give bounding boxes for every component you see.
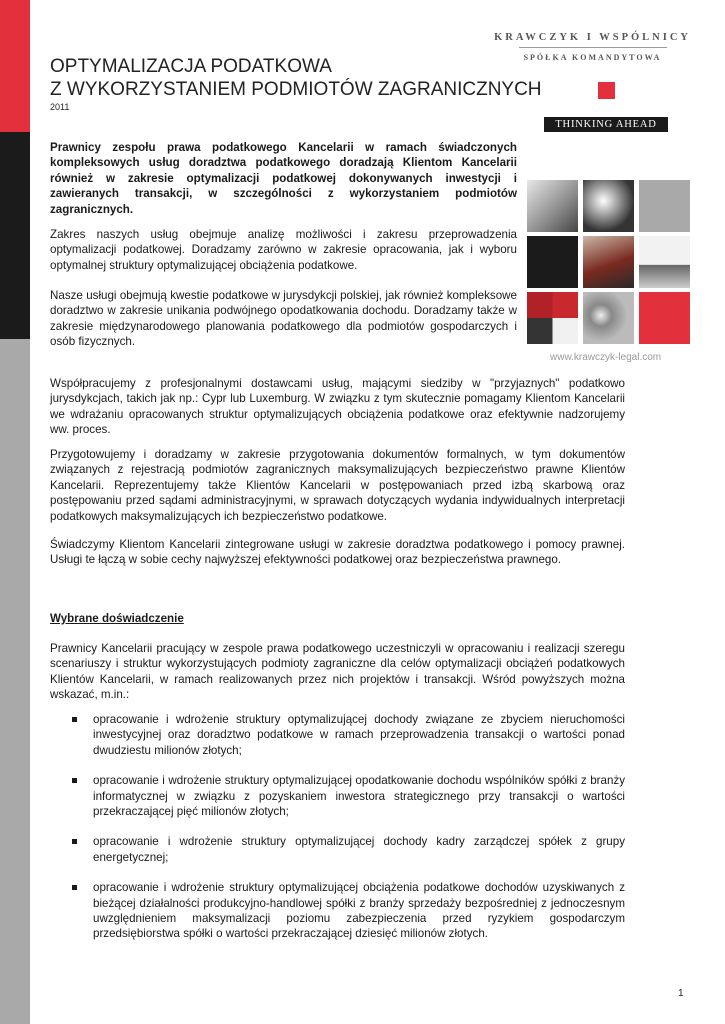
photo-tile-cube xyxy=(527,292,578,344)
logo-divider xyxy=(519,47,667,48)
list-item-text: opracowanie i wdrożenie struktury optymalizującej dochody kadry zarządczej spółek z grupy energetycznej; xyxy=(93,835,625,864)
section-heading: Wybrane doświadczenie xyxy=(50,612,184,625)
list-item xyxy=(50,880,625,942)
page-number: 1 xyxy=(678,988,684,999)
photo-tile-red xyxy=(639,292,690,344)
paragraph-scope: Zakres naszych usług obejmuje analizę możliwości i zakresu przeprowadzenia optymalizacji podatkowej. Doradzamy zarówno w zakresie opracowania, jak i wyboru optymalnej struktury optymalizującej obciążenia podatkowe. xyxy=(50,228,517,272)
bullet-square-icon xyxy=(72,778,77,783)
title-line-2: Z WYKORZYSTANIEM PODMIOTÓW ZAGRANICZNYCH xyxy=(50,79,542,100)
document-year: 2011 xyxy=(50,102,70,112)
photo-tile-pen xyxy=(527,180,578,232)
list-item xyxy=(50,773,625,819)
sidebar-red-band xyxy=(0,0,30,132)
photo-tile-spheres xyxy=(583,180,634,232)
firm-name: KRAWCZYK I WSPÓLNICY xyxy=(494,32,691,43)
list-item xyxy=(50,712,625,758)
tagline-banner: THINKING AHEAD xyxy=(544,117,668,132)
sidebar-gray-band xyxy=(0,339,30,1024)
paragraph-integrated: Świadczymy Klientom Kancelarii zintegrowane usługi w zakresie doradztwa podatkowego i pomocy prawnej. Usługi te łączą w sobie cechy najwyższej efektywności podatkowej oraz bezpieczeństwa prawnego. xyxy=(50,538,625,567)
photo-collage xyxy=(527,180,690,345)
photo-tile-black xyxy=(527,236,578,288)
list-item xyxy=(50,834,625,865)
list-item-text: opracowanie i wdrożenie struktury optymalizującej opodatkowanie dochodu wspólników spółki z branży informatycznej w związku z pozyskaniem inwestora strategicznego przy transakcji o wartości przekraczającej pięć milionów złotych; xyxy=(93,774,625,819)
logo-red-square xyxy=(598,82,615,99)
bullet-square-icon xyxy=(72,885,77,890)
paragraph-cooperation: Współpracujemy z profesjonalnymi dostawcami usług, mającymi siedziby w "przyjaznych" podatkowo jurysdykcjach, takich jak np.: Cypr lub Luxemburg. W związku z tym skutecznie pomagamy Klientom Kancelarii we wdrażaniu opracowanych struktur optymalizujących obciążenia podatkowe oraz efektywnie nadzorujemy ww. proces. xyxy=(50,377,625,437)
paragraph-services: Nasze usługi obejmują kwestie podatkowe w jurysdykcji polskiej, jak również kompleksowe doradztwo w zakresie unikania podwójnego opodatkowania dochodu. Doradzamy także w zakresie międzynarodowego planowania podatkowego dla podmiotów gospodarczych i osób fizycznych. xyxy=(50,289,517,349)
intro-paragraph: Prawnicy zespołu prawa podatkowego Kancelarii w ramach świadczonych kompleksowych usług doradztwa podatkowego doradzają Klientom Kancelarii również w zakresie optymalizacji podatkowej dokonywanych inwestycji i zawieranych transakcji, w szczególności z wykorzystaniem podmiotów zagranicznych. xyxy=(50,141,517,216)
website-link[interactable]: www.krawczyk-legal.com xyxy=(550,352,662,363)
paragraph-preparation: Przygotowujemy i doradzamy w zakresie przygotowania dokumentów formalnych, w tym dokumentów związanych z rejestracją podmiotów zagranicznych maksymalizujących bezpieczeństwo prawne Klientów Kancelarii. Reprezentujemy także Klientów Kancelarii w postępowaniach przed izbą skarbową oraz postępowaniu przed sądami administracyjnymi, w sprawach dotyczących wydania indywidualnych interpretacji podatkowych maksymalizujących ich bezpieczeństwo podatkowe. xyxy=(50,448,625,523)
page-title xyxy=(50,55,542,101)
section-intro: Prawnicy Kancelarii pracujący w zespole prawa podatkowego uczestniczyli w opracowaniu i realizacji szeregu scenariuszy i struktur wykorzystujących podmioty zagraniczne dla celów optymalizacji obciążeń podatkowych Klientów Kancelarii, w ramach realizowanych przez nich projektów i transakcji. Wśród powyższych można wskazać, m.in.: xyxy=(50,642,625,702)
photo-tile-balls xyxy=(583,292,634,344)
list-item-text: opracowanie i wdrożenie struktury optymalizującej obciążenia podatkowe dochodów uzyskiwanych z bieżącej działalności produkcyjno-handlowej spółki z branży sprzedaży bezpośredniej z jednoczesnym uwzględnieniem maksymalizacji poziomu zabezpieczenia przed ryzykiem gospodarczym przedsiębiorstwa spółki o wartości przekraczającej dziesięć milionów złotych. xyxy=(93,881,625,941)
photo-tile-abstract xyxy=(583,236,634,288)
bullet-square-icon xyxy=(72,839,77,844)
firm-subtitle: SPÓŁKA KOMANDYTOWA xyxy=(523,53,662,62)
photo-tile-gray xyxy=(639,180,690,232)
experience-list xyxy=(50,712,625,957)
sidebar-black-band xyxy=(0,132,30,339)
title-line-1: OPTYMALIZACJA PODATKOWA xyxy=(50,56,332,77)
list-item-text: opracowanie i wdrożenie struktury optymalizującej dochody związane ze zbyciem nieruchomości inwestycyjnej oraz doradztwo podatkowe w ramach przeprowadzenia transakcji o wartości ponad dwudziestu milionów złotych; xyxy=(93,713,625,757)
bullet-square-icon xyxy=(72,717,77,722)
photo-tile-laptop xyxy=(639,236,690,288)
